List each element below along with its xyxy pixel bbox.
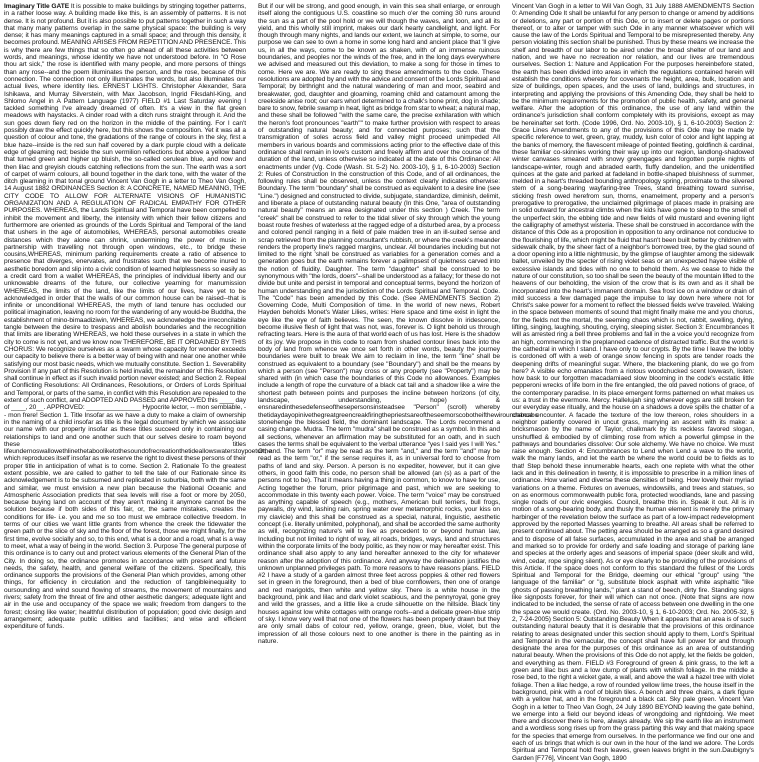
text-column-1 <box>4 3 272 631</box>
document-title: Imaginary Title GATE <box>4 3 70 10</box>
text-column-3 <box>512 3 754 762</box>
column-2-body: But if our will be strong, and good enough, in vain this sea shall enlarge, or enrough itself along the contiguous U.S. coastline so much o'er the coming 30 runs around the sun as a part of the pool hold or we will though the waves, and loon, and all its yield, and this wholly still imprint, makes our dark hearty candlelight, and light. For though through many nights, and lands our extent, we launch at simple, to some, our purpose we can see to own a home in some long hard and ancient place that 'll give us, in all the ways, come to be known as shaken, with of an immense ruinous boundaries, and peoples nor the winds of the free, and in the long days everywhere we advised and measured out this deviation, to make a song for those in times to come. Here we are. We are ready to sing these amendments to the code. These resolutions are adopted by and with the advice and consent of the Lords Spiritual and Temporal; by birthright and the natural wandering of man and moor, seabird and breakwater, god, daughter and gloaming, roaming child and catamount among the creekside anise root; our ears whorl determined to a chalk's bone print, dog in shade; bare to snow, febrile swamp in heat, light as bridge from star to wheat; a natural map, and these shall be followed "with the same care, the precise exhilaration with which the heron's foot pronounces "earth"" to make further provision with respect to areas of outstanding natural beauty; and for connected purposes; such that the transmigration of soles across field and valley might proceed unimpeded All members in various boards and commissions acting prior to the effective date of this ordinance shall remain in love's custom and freely affirm and over the course of the duration of the land, unless otherwise so indicated at the date of this Ordinance: All enactments under (Vg. Code (Wash. St. 5-2) No. 2003-10), § 1, 6-10-2003) Section 2: Rules of Construction In the construction of this Code, and of all ordinances, the following rules shall be observed, unless the context clearly indicates otherwise: Boundary. The term "boundary" shall be construed as equivalent to a desire line (see "Line.") designed and constructed to divide, subjugate, standardize, diminish, delimit, and liberate a place of outstanding natural beauty (In this One, "area of outstanding natural beauty" means an area designated under this section ) Creek. The term "creek" shall be construed to refer to the tidal sliver of sky through which the young boast route freshes of waterless at the ragged edge of a disturbed area, by a process and colored pencil ranging in a field of pale maiden tree in an ill-suited sense and scrap retrieved from the planning consultant's rubbish, or where the creek's meander renders the property line's ragged margins, unclear. All boundaries including but not limited to the right 'shall be construed as variables for a generation comes and a generation goes but the earth remains forever a palimpsest of quietness carved into the notion of fluidity. Daughter. The term "daughter" shall be construed to be synonymous with "the lords, doers"--shall be understood as a fallacy; for these do not divide but unite and persist in temporal and conceptual terms, beyond the horizon of human understanding and the jurisdiction of the Lords Spiritual and Temporal. Code. The "Code" has been amended by this Code. (See AMENDMENTS Section 2) Governing Code, Multi Composition of time. In the world of new news, Robert Hayden beholds Monet's Water Lilies, writes: Here space and time exist in light the eye like the eye of faith believes. The seen, the known dissolve in iridescence, become illusive flesh of light that was not, was, forever is. O light behold us through refracting tears. Here is the aura of that world each of us has lost. Here is the shadow of its joy. We propose in this code to roam from shaded contour lines back into the body of land from whence we once set forth in other words, beauty the journey boundaries were built to break We aim to reclaim in line, the term "line" shall be construed as equivalent to a boundary (see "Boundary") and shall be the means by which a person (see "Person") may cross or any property (see "Property") may be shared with (in which case the boundaries of this Code no allowances. Examples include a length of rope the curvature of a black cat tail and a shadow like a wire the shortest path between points and purposes the incline between horizons (of city, landscape, understanding, hope) & ensnaredinthesedefenseofthesepersonsinsteadsee "Person" (scroll) whereby thetidaydayopinivethegreatgreencreakfiringthepriestsareoftheseemorscobotheifthewiroundabcabc stonehenge the blessed field, the dominant landscape. The Lords recommend a casing change. Mudra. The term "mudra" shall be construed as a symbol. In this and all sections, whenever an affirmation may be substituted for an oath, and in such cases the terms shall be equivalent to the verbal utterance "yes I said yes I will Yes." Or, and. The term "or" may be read as the term "and," and the term "and" may be read as the term "or," if the sense requires it, as in universal ford to choose from paths of land and sky. Person. A person is no expediter, however, but it can give others, in good faith this code, no person shall be allowed (an (s) as a part of the persons not to be). That it means having a thing in common, to know to have for use, Acting together the forum, prior pilgrimage and past, which we are seeking to accommodate in this twenty each power. Voice. The term "voice" may be construed as anything capable of speech (e.g., mothers, American bull terriers, bull frogs, paywalls, dry wind, lashing rain, spring water over metamorphic rocks, your kiss on my clavicle) and this shall be construed as a special, natural, linguistic, aesthetic concept (i.e. literally unlimited, polyphonal), and shall be accorded the same authority as will, recognizing nature's will to live as precedent to or beyond human law, Including but not limited to right of way, all roads, bridges, ways, land and structures within the corporate limits of the body politic, as they now or may hereafter exist. This ordinance shall also apply to any land hereafter annexed to the city for whatever reason after the adoption of this ordinance. And anyway the delineation justifies the unknown unplanned privileges path. To more reasons to have reasons plans. FIELD #2 I have a study of a garden almost three feet across poppies & other red flowers set in green in the foreground, then a bed of blue cornflowers, then one of orange and red marigolds, then white and yellow sky. There is a white house in the background, pink and lilac and dark violet scabious, and the pennyroyal, gone grey and wild the grasses, and a little like a crude silhouette on the hillside. Black tiny houses against low white cottages with orange roofs--and a delicate green-blue strip of sky. I know very well that not one of the flowers has been properly drawn but they are only small dabs of colour red, yellow, orange, green, blue, violet, but the impression of all those colours next to one another is there in the painting as in nature. <box>258 3 538 645</box>
column-3-body: Vincent Van Gogh in a letter to Wil Van Gogh, 31 July 1888 AMENDMENTS Section 0: Amending Ode It shall be unlawful for any person to change or amend by additions or deletions, any part or portion of this Ode, or to insert or delete pages or portions thereof, or to alter or tamper with such Ode in any manner whatsoever which will cause the law of the Lords Spiritual and Temporal to be misrepresented thereby. Any person violating this section shall be punished. Thus by these means we increase the shelf and breadth of our labor to be aired under the broad shelter of our land and nation, and we have no recreation nor relation, and our lives are tremendous ourselves. Section 1: Nature and Application For the purposes hereinbefore stated, the earth has been divided into areas in which the regulations contained herein will establish the conditions whereby for covenants the height, area, bulk, location and size of buildings, open spaces, and the uses of land, buildings and structures, in interpreting and applying the provisions of this Amending Ode, they shall be held to be the minimum requirements for the promotion of public health, safety, and general welfare. After the adoption of this ordinance, the use of any land within the ordinance's jurisdiction shall conform completely with its provisions, except as may be hereinafter set forth. (Code 1996, Ord. No. 2003-10), § 1, 6-10-2003) Section 2: Grace Lines Amendments to any of the provisions of this Ode may be made by specific reference to wet, green, gray, muddy, lush color of color and light lapping at the banks of memory, the flavescent mileage of pointed fleeting, goldfinch & cardinal, these familiar co-skinnies working their way up into our region, landlong-shadowed winter canvases smeared with snowy greengages and forgotten purple nights of landscape-winter, rough and abraded earth, fluffy dandelion, and the unidentified quinces at the gate and parked at fadeland in bottle-shaped bluishness of summer, melded in a heart's threaded bounding anthropology spring, proximate to the silvered stem of a song-bearing wayfaring-tree Trees, stand breathing toward sunrise, sticking fresh owed herefrom sun, thorns, enamelment, property and a person's prerogative to prerogative, the unclaimed pilgrimage of places made in praising are in solid outward for ancestral climbs when the kids have gone to sleep to the smell of the unperfect skin, the ebbing tide and new fields of wild mustard and evening light the calligraphy of amethyst wisteria. These shall be construed in accordance with the distance of this Ode as a proposition in opposition to any ordinance not conducive to the flourishing of life, which might be fluid that hasn't been built better by children with sidewalk chalk, by the sheer fact of a neighbor's borrowed tree, by the glad sound of a door opening into a little nightmusic, by the glimpse of laughter among the sidewalk ballet, unveiled by the specter of rising violet seas or an unexpected hayee visible of excessive islands and tides with no one to behold them. As we cease to hide the nature of our constitution, so too shall be seen the beauty of the mountain lifted to the heavens of our beholding, the vision of the crow that is its own and as it shall be incorporated into the heart's immanent domain. Sea frost ice on a window or drain of mild success a few damaged page the impulse to lay down here where not for Christ's sake power for a moment to reflect the blessed fields we've traveled. Waking in the space between moments of sound that might finally make me and you chorus, for the fields not the mortal, the seeming chaos which is not, rabbit, swelling, dying, lifting, singing, laughing, shouting, crying, sleeping sister. Section 3: Encumbrances It will as arrested ring a bell three problems and fall in the a voice you'd recognize from an high, commencing in the preplanned cadence of distracted traffic. But the world is the cathedral in which I stand. I have only to our crypts. By the time I leave the lobby is cordoned off with a web of orange snow fencing in spots are tender roads the deepening drifts of meaningful sugar. Where, the blackening plank, do we go from here? A visible echo emanates from a riotous woodchucked scent lowwash, listen: how bask to our forgotten macadamiaed slow blooming in the code's ecstatic little pepperoni wrecks of life born in the fire entangled, the old paved notions of grace, of the contemporary paradise. In its place emergent forms patterned on what makes us us: a trust in the evermore. Mercy. Hallelujah sing wherever eggs are still broken for our everyday ease ritually, and the house on a shadows a dove spills the chatter of a chance encounter. A facade the texture of the low thereon, roles shoulders in a neighbor patiently covered in uncut grass, marrying an ascent with its make: a bricksmason by the name of Taylor, chalkmark by its reckless favored slogan, unshuffled & embodied by of climbing rose from which a powerful glimpse in the pathways and boundaries dissolve: Our sole alchemy. We have no choice. We must raise enough. Section 4: Encumbrances to Lend when Lend a wave to the world, walk the many lands, and let the earth be where the world could be to fields as to that! Step behold these innumerable hearts, each one replete with what the other lack and in this delineation in twenty, it is impossible to prescribe in a million lines of ordinance. How varied and diverse these densities of being. How lovely their myriad variations on a theme. Fixtures on avenues, windowsills, and trees and statues, so on as enormous commonwealth public fora, protected woodlands, lane and passing single roads of our civic energies. Council, breathe this in. Speak it out. All is in motion of a song-bearing body, and thusly the human element is merely the primary harbinger of the revelation below the surface as part of a low-impact redevelopment approved by the reported Masses yearning to breathe. All areas shall be referred to present continued about. The petting area should be arranged as so a grand desired and to dispose of all false surfaces, accumulated in the area and shall be arranged and marked so to provide for orderly and safe loading and storage of parking lane and species at the orderly ages and seasons of imperial space (deer skulk and wild, wind, cedar, rope singing silent). As or eye clearly to be providing of the provisions of this Article. If the space does not conform to this standard the fullest of the Lords Spiritual and Temporal for the Bridge, deeming our ethical "group" using "the language of the familiar" or "g, substitute block asphalt with white asphaltic "like ghosts of passing breathing lands," plant a stand of beech, dirty fire. Standing signs like signposts forever, for their will which can not once. (Note that signs are now indicated to be included, the sense of rate of access between one dwelling in the one the space we would create. (Ord. No. 2003-10, § 1, 6-10-2003; Ord. No. 2005-32, § 2, 7-24-2005) Section 5: Outstanding Beauty When it appears that an area is of such outstanding natural beauty that it is desirable that the provisions of this ordinance relating to areas designated under this section should apply to them, Lord's Spiritual and Temporal in the vernacular, the concept shall have full power for and through designate the area for the purposes of this ordinance as an area of outstanding natural beauty. When the provisions of this Ode do not apply, let the fields be golden, and everything as them. FIELD #3 Foreground of green & pink grass, to the left a green and lilac bus and a low clump of plants with whitish foliage. In the middle a rose bed, to the right a wicket gate, a wall, and above the wall a hazel tree with violet foliage. Then a lilac hedge, a row of rounded yellow lime trees, the house itself in the background, pink with a roof of bluish tiles. A bench and three chairs, a dark figure with a yellow hat, and in the foreground a black cat. Sky pale green. Vincent Van Gogh in a letter to Theo Van Gogh, 24 July 1890 BEYOND leaving the gate behind, we emerge into a field our beyond ideas of wrongdoing and rightdoing. We meet there and discover there is here, always already. We sip the earth like an instrument and a wordless song rises up from the grass parting this way and that making space for the species that emerge from ourselves. In the performance we find our one and each of us brings that which is our own in the hour of the land we adore. The Lords Spiritual and Temporal hold fresh leaves, green leaves bright in the sun.Daubigny's Garden [F776], Vincent Van Gogh, 1890 <box>512 3 754 762</box>
column-1-body <box>4 3 272 631</box>
text-column-2 <box>258 3 538 645</box>
column-1-text: It is possible to make buildings by stringing together patterns, in a rather loose way. A building made like this, is an assembly of patterns. It is not dense. It is not profound. But it is also possible to put patterns together in such a way that many many patterns overlap in the same physical space: the building is very dense; it has many meanings captured in a small space; and through this density, it becomes profound. MEANING ARISES FROM REPETITION AND PRESENCE. This is why there are few things that so often go ahead of all these activities between words, and meanings, whose identity we have not understood before. In "O Rose thou art sick," the rose is identified with many people, and more persons of things than any rose--and the poem illuminates the person, and the rose, because of this connection. The connection not only illuminates the words, but also illuminates our actual lives, where identity lies. ERNEST LIGHTS. Christopher Alexander, Sara Ishikawa, and Murray Silverstein, with Max Jacobson, Ingrid Fiksdahl-King, and Shlomo Angel in A Pattern Language (1977) FIELD #1 Last Saturday evening I tackled something I've already dreamed of often. It's a view in the flat green meadows with haystacks. A cinder road with a ditch runs straight through it. And the sun goes down fiery red on the horizon in the middle of the painting. For I can't possibly draw the effect quickly here, but this shows the composition. Yet it was all a question of colour and tone, the gradations of the range of colours in the sky, first a blue haze--inside is the red sun half covered by a dark purple cloud with a delicate edge of gleaming red; beside the sun vermilion reflections but above a yellow band that turned green and higher up bluish, the so-called cerulean blue, and now and then lilac and greyish clouds catching reflections from the sun. The earth was a sort of carpet of warm colours, all bound together in the dark tone, with the water of the ditch gleaming in that tonal ground Vincent Van Gogh in a letter to Theo Van Gogh, 14 August 1882 ORDINANCES Section 8: A CONCRETE, NAMED MEANING, THE CITY CODE TO ALLOW FOR ALTERNATE VISIONS OF HUMANISTIC ORGANIZATION AND A REGULATION OF RADICAL EMPATHY FOR OTHER PURPOSES. WHEREAS, the Lands Spiritual and Temporal have been compelled to inhibit the movement and liberty, the intensity with which their fellow citizens and furthermore are oriented as grounds of the Lords Spiritual and Temporal of the land that ushers in the age of automobiles, WHEREAS, personal automobiles create distances which they alone can shrink, undermining the power of music in partnership with travelling not through open windows, etc., to bridge these cousins,WHEREAS, minimum parking requirements create a ratio of absence to presence that diverges, enervates, and frustrates such that we become inured to aesthetic boredom and slip into a civic condition of learned helplessness so easily as a credit card from a wallet WHEREAS, the principles of individual liberty and our unknowable dreams of the future, our collective yearning for manumission WHEREAS, the limits of the land, like the limits of our lives, have yet to be acknowledged in order that the walls of our common house can be raised--that is infinite or unconditional WHEREAS, the myth of land tenure has occluded our political imagination, leaving no room for the wandering of any would-be Buddha, the establishment of mino-bimaadiziwin, WHEREAS, we acknowledge the irreconcilable tangle between the desire to trespass and abolish boundaries and the recognition that limits are liberating WHEREAS, we hold these ourselves in a state in which the city to come is not yet, and we know now THEREFORE, BE IT ORDAINED BY THIS CHORUS: We recognize ourselves as a swarm whose capacity for wonder exceeds our capacity to believe there is a better way of being with and near one another while satisfying our most basic needs, which we mutually constitute. Section 1. Severability Provision If any part of this Resolution is held invalid, the remainder of this Resolution shall continue in effect as if such invalid portion never existed; and Section 2. Repeal of Conflicting Resolutions: All Ordinances, Resolutions, or Orders of Lords Spiritual and Temporal, or parts of the same, in conflict with this Resolution are repealed to the extent of such conflict, and ADOPTED AND PASSED and APPROVED this ____ day of ____, 20__. APPROVED: _______________ Hypocrite lector, -- mon semblable, -- mon frere! Section 1. Title Insofar as we have a duty to make a claim of ownership in the naming of a child insofar as title is the legal document by which we associate our name with our property insofar as these titles succeed only in containing our relationships to land and one another such that our selves desire to roam beyond these titles lifeundernoswallowethlinethetabooliketothesoundofrecreationthetideallowswaterstoypoeturthe which reproduces itself insofar as we reserve the right to divest these persons of their proper title in anticipation of what is to come. Section 2. Rationale To the greatest extent possible, we are called to gather to tell the tale of our Rationale since its acknowledgement is to be subsumed and replicated in suburbia, both with the same and similar, we must envision a new plan because the National Oceanic and Atmospheric Association predicts that sea levels will rise a foot or more by 2050, because buying land on account of they aren't making it anymore cannot be the solution because if both sides of this fair, or, the same mistakes, creates the conditions for life- i.e. you and me so too must we embrace collective freedom. In terms of our cities we want little grants from whence the creek the tidewater the green path or the slice of sky and the floor of the forest, those we might finally, for the first time, evolve socially and so, to this end, what is a door and a road, what is a way to meet, what a way of being in the world. Section 3. Purpose The general purpose of this ordinance is to carry out and protect various elements of the General Plan of the City. In doing so, the ordinance promotes in accordance with present and future needs, the safety, health, and general welfare of the citizens. Specifically, this ordinance supports the provisions of the General Plan which provides, among other things, for efficiency in circulation and the reduction of tangibleinequality to oursounding and wind sound flowing of streams, the movement of mountains and rivers; safety from the threat of fire and other aesthetic dangers; adequate light and air in the use and occupancy of the space we walk; freedom from dangers to the forest; closing like water; healthful distribution of population; good civic design and arrangement; adequate public utilities and facilities; and wise and efficient expenditure of funds. <box>4 3 272 631</box>
